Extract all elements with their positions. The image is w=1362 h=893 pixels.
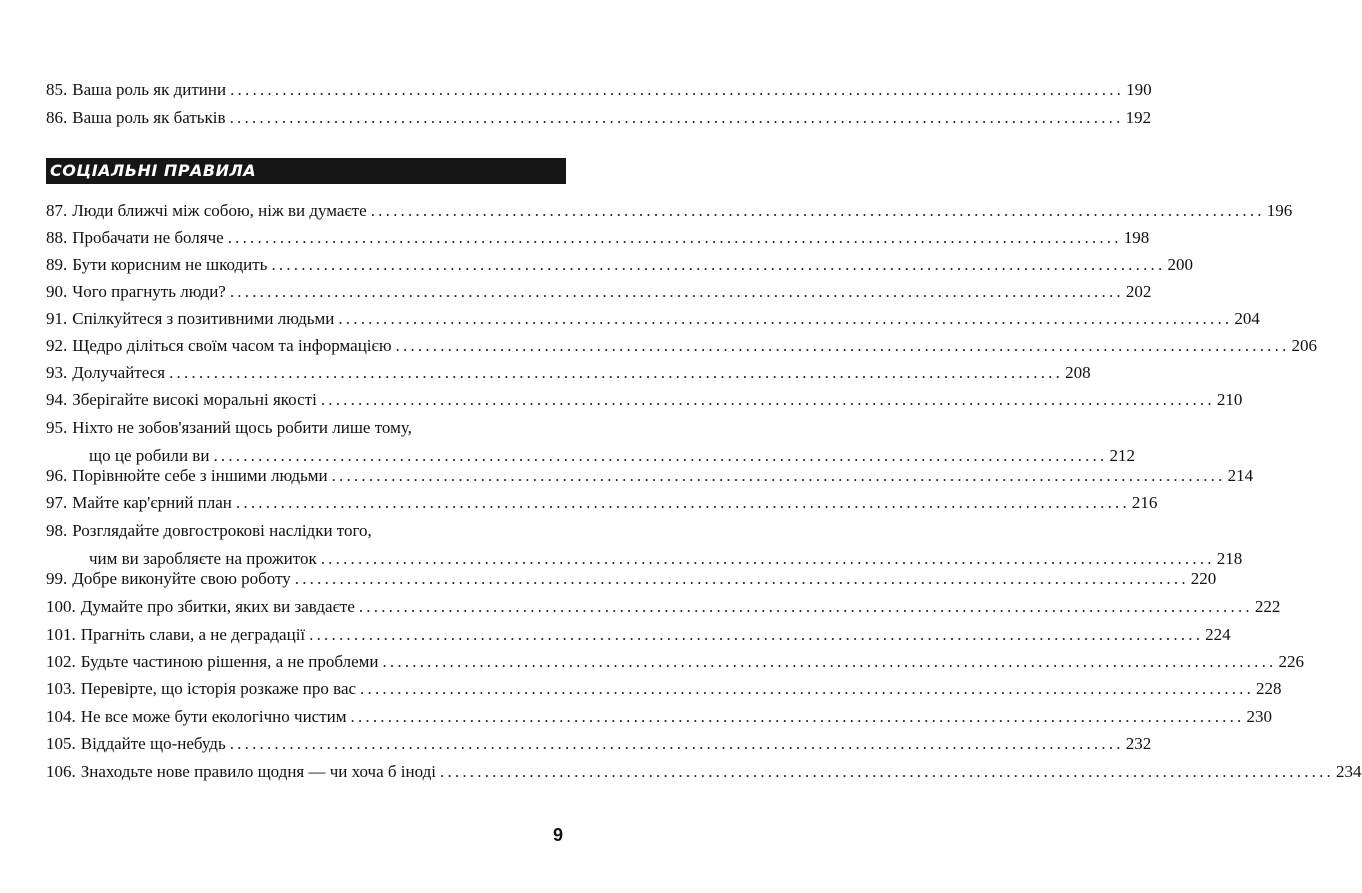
entry-number: 95. [46,418,68,437]
entry-number: 98. [46,521,68,540]
leader-dots: ........................................................................................................................ [338,309,1233,328]
entry-number: 96. [46,466,68,485]
entry-title: Прагніть слави, а не деградації [80,625,306,644]
leader-dots: ........................................................................................................................ [229,734,1124,753]
leader-dots: ........................................................................................................................ [440,762,1334,781]
toc-entry[interactable] [46,386,1243,414]
entry-page: 210 [1216,390,1243,409]
entry-number: 91. [46,309,68,328]
toc-entry[interactable] [46,730,1152,758]
toc-entry[interactable] [46,593,1281,621]
toc-entry[interactable] [46,621,1231,649]
entry-number: 93. [46,363,68,382]
leader-dots: ........................................................................................................................ [169,363,1064,382]
entry-page: 202 [1125,282,1152,301]
entry-title: Не все може бути екологічно чистим [80,707,347,726]
entry-page: 224 [1205,625,1231,644]
toc-entry[interactable] [46,648,1304,676]
entry-page: 204 [1234,309,1260,328]
leader-dots: ........................................................................................................................ [294,569,1189,588]
leader-dots: ........................................................................................................................ [395,336,1290,355]
entry-title: Ваша роль як батьків [72,108,226,127]
entry-page: 198 [1123,228,1150,247]
leader-dots: ........................................................................................................................ [271,255,1166,274]
entry-page: 222 [1254,597,1281,616]
entry-page: 196 [1266,201,1293,220]
entry-title: Спілкуйтеся з позитивними людьми [72,309,335,328]
entry-page: 214 [1227,466,1254,485]
toc-entry[interactable] [46,675,1282,703]
leader-dots: ........................................................................................................................ [229,282,1124,301]
entry-number: 100. [46,597,76,616]
leader-dots: ........................................................................................................................ [360,679,1255,698]
entry-page: 218 [1216,549,1243,568]
entry-page: 212 [1109,446,1135,465]
toc-entry[interactable] [46,197,1293,225]
toc-entry[interactable] [46,758,1362,786]
leader-dots: ........................................................................................................................ [320,390,1215,409]
entry-title: Зберігайте високі моральні якості [72,390,317,409]
entry-title: Долучайтеся [72,363,166,382]
toc-entry[interactable] [46,278,1152,306]
page-number: 9 [553,825,564,845]
entry-page: 190 [1126,80,1152,99]
entry-title: Чого прагнуть люди? [72,282,226,301]
entry-page: 234 [1336,762,1362,781]
toc-entry[interactable] [46,224,1150,252]
entry-number: 106. [46,762,76,781]
toc-entry[interactable] [46,462,1254,490]
entry-number: 90. [46,282,68,301]
entry-number: 99. [46,569,68,588]
entry-page: 228 [1256,679,1282,698]
entry-title: Пробачати не боляче [72,228,224,247]
entry-title: Порівнюйте себе з іншими людьми [72,466,328,485]
section-heading: СОЦІАЛЬНІ ПРАВИЛА [46,158,566,184]
entry-page: 206 [1291,336,1318,355]
leader-dots: ........................................................................................................................ [213,446,1108,465]
entry-number: 105. [46,734,76,753]
leader-dots: ........................................................................................................................ [382,652,1277,671]
toc-entry[interactable] [46,305,1260,333]
toc-entry[interactable] [46,76,1152,104]
entry-page: 192 [1125,108,1152,127]
entry-title: Перевірте, що історія розкаже про вас [80,679,357,698]
entry-page: 216 [1131,493,1158,512]
toc-entry[interactable] [46,565,1217,593]
entry-title: Бути корисним не шкодить [72,255,268,274]
leader-dots: ........................................................................................................................ [350,707,1245,726]
entry-title: Віддайте що-небудь [80,734,226,753]
leader-dots: ........................................................................................................................ [235,493,1130,512]
entry-number: 88. [46,228,68,247]
entry-page: 232 [1125,734,1152,753]
toc-entry[interactable] [46,703,1272,731]
entry-number: 103. [46,679,76,698]
entry-title: Люди ближчі між собою, ніж ви думаєте [72,201,367,220]
entry-title: Знаходьте нове правило щодня — чи хоча б іноді [80,762,436,781]
entry-number: 87. [46,201,68,220]
entry-number: 97. [46,493,68,512]
toc-entry[interactable] [46,104,1152,132]
leader-dots: ........................................................................................................................ [230,80,1125,99]
entry-title: Ваша роль як дитини [72,80,227,99]
entry-title-continued: чим ви заробляєте на прожиток [89,549,317,568]
leader-dots: ........................................................................................................................ [227,228,1122,247]
leader-dots: ........................................................................................................................ [320,549,1215,568]
entry-page: 226 [1278,652,1304,671]
entry-page: 200 [1167,255,1193,274]
entry-number: 89. [46,255,68,274]
entry-page: 220 [1190,569,1217,588]
entry-title: Майте кар'єрний план [72,493,232,512]
entry-title: Думайте про збитки, яких ви завдаєте [80,597,355,616]
entry-title: Добре виконуйте свою роботу [72,569,291,588]
toc-entry[interactable] [46,332,1318,360]
entry-number: 85. [46,80,68,99]
entry-title: Будьте частиною рішення, а не проблеми [80,652,379,671]
entry-title-continued: що це робили ви [89,446,210,465]
entry-number: 94. [46,390,68,409]
entry-number: 86. [46,108,68,127]
leader-dots: ........................................................................................................................ [229,108,1124,127]
leader-dots: ........................................................................................................................ [309,625,1204,644]
entry-page: 230 [1246,707,1272,726]
entry-number: 92. [46,336,68,355]
toc-entry[interactable] [46,489,1158,517]
entry-title: Щедро діліться своїм часом та інформацією [72,336,392,355]
entry-page: 208 [1065,363,1091,382]
leader-dots: ........................................................................................................................ [331,466,1226,485]
entry-number: 101. [46,625,76,644]
toc-entry[interactable] [46,359,1091,387]
toc-entry[interactable] [46,251,1193,279]
leader-dots: ........................................................................................................................ [370,201,1265,220]
entry-number: 102. [46,652,76,671]
entry-number: 104. [46,707,76,726]
leader-dots: ........................................................................................................................ [358,597,1253,616]
entry-title: Розглядайте довгострокові наслідки того, [72,521,372,540]
entry-title: Ніхто не зобов'язаний щось робити лише тому, [72,418,412,437]
